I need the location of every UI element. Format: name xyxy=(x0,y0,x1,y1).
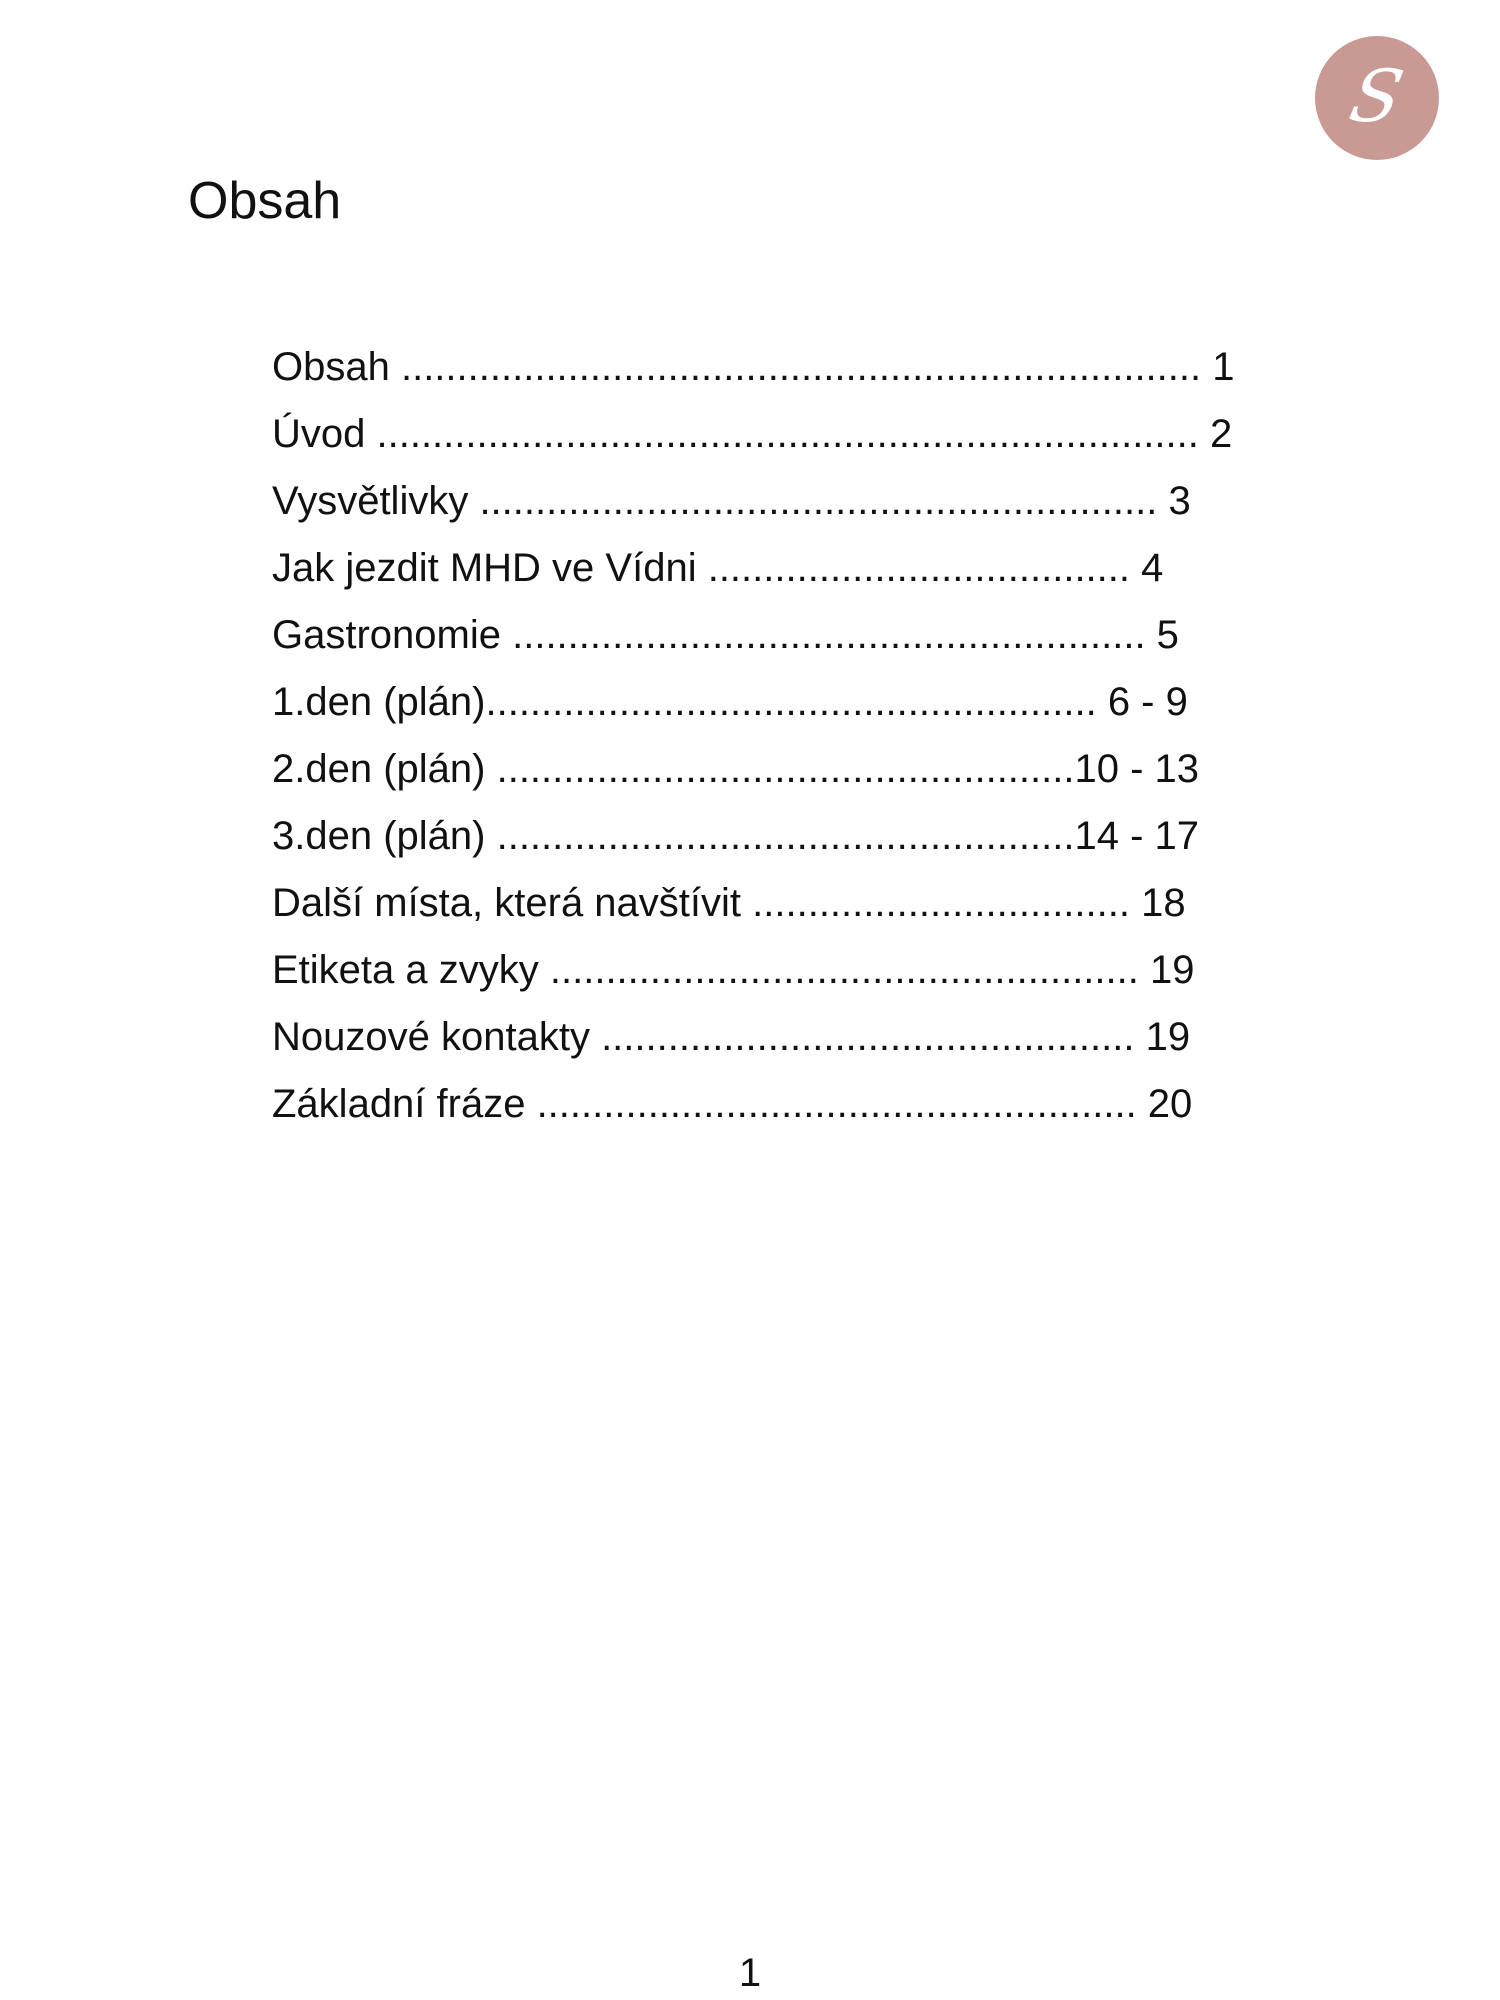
logo-badge xyxy=(1315,36,1439,160)
toc-entry: Obsah ........................................................................ 1 xyxy=(272,345,1235,389)
page-title: Obsah xyxy=(188,172,342,230)
toc-entry: Gastronomie ......................................................... 5 xyxy=(272,613,1179,657)
toc-entry: 3.den (plán) ....................................................14 - 17 xyxy=(272,814,1200,858)
toc-entry: Etiketa a zvyky ..................................................... 19 xyxy=(272,948,1195,992)
table-of-contents xyxy=(272,336,1234,1140)
toc-entry: Vysvětlivky ............................................................. 3 xyxy=(272,479,1191,523)
toc-entry: Základní fráze ...................................................... 20 xyxy=(272,1082,1193,1126)
toc-entry: 1.den (plán)....................................................... 6 - 9 xyxy=(272,680,1188,724)
page-number: 1 xyxy=(738,1951,762,1995)
toc-entry: Nouzové kontakty ................................................ 19 xyxy=(272,1015,1191,1059)
toc-entry: 2.den (plán) ....................................................10 - 13 xyxy=(272,747,1200,791)
toc-entry: Jak jezdit MHD ve Vídni ...................................... 4 xyxy=(272,546,1164,590)
toc-entry: Úvod .......................................................................... 2 xyxy=(272,412,1233,456)
toc-entry: Další místa, která navštívit .................................. 18 xyxy=(272,881,1186,925)
logo-letter: S xyxy=(1343,54,1411,138)
